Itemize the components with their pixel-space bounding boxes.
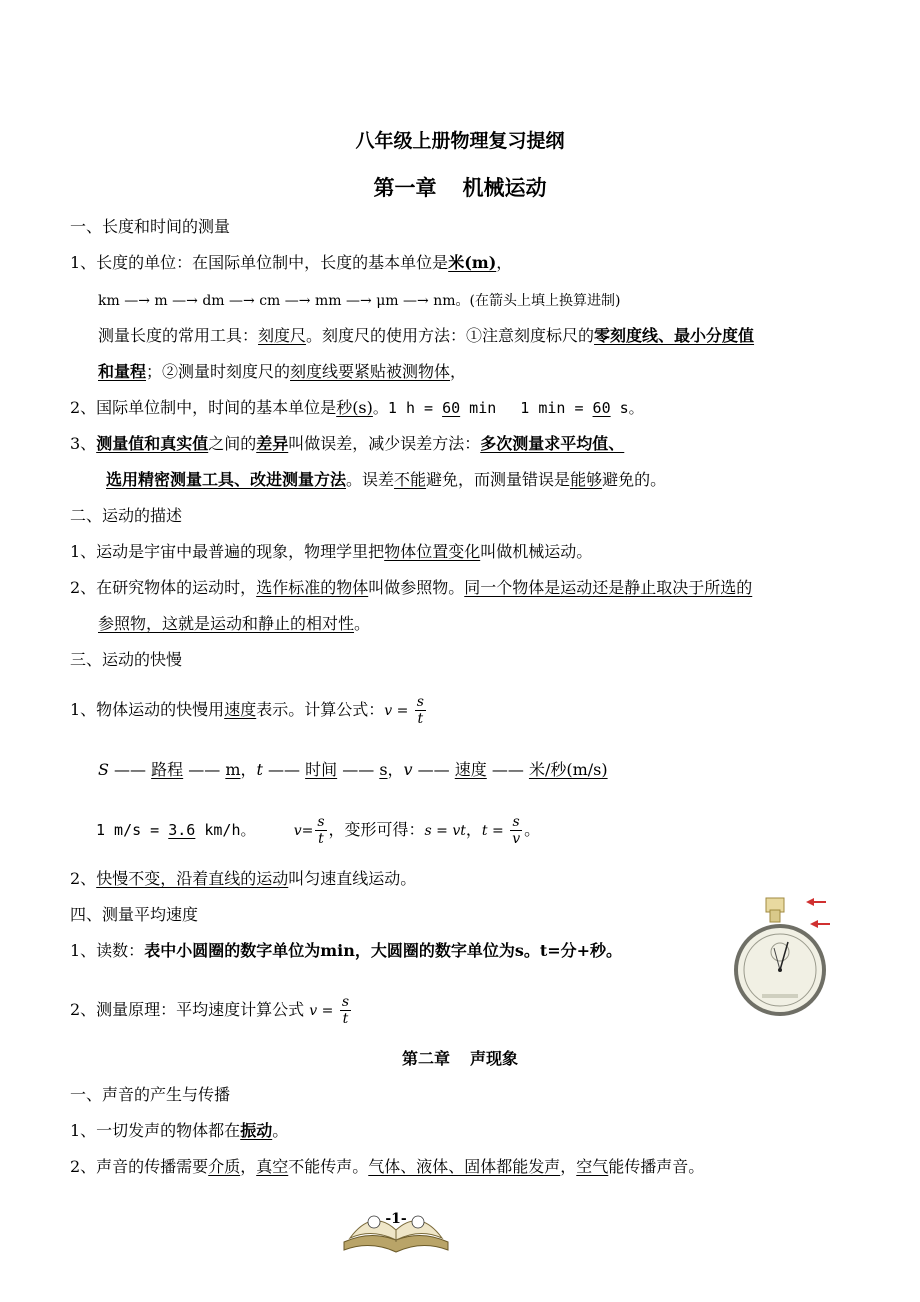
stopwatch-reading-line: 1、读数：表中小圆圈的数字单位为min，大圆圈的数字单位为s。t=分+秒。 <box>70 941 623 960</box>
document-title: 八年级上册物理复习提纲 <box>355 130 565 152</box>
sound-medium-line: 2、声音的传播需要介质，真空不能传声。气体、液体、固体都能发声，空气能传播声音。 <box>70 1157 705 1176</box>
section-1-heading: 一、长度和时间的测量 <box>70 217 231 236</box>
section-2-heading: 二、运动的描述 <box>70 506 183 525</box>
motion-def-line: 1、运动是宇宙中最普遍的现象，物理学里把物体位置变化叫做机械运动。 <box>70 542 593 561</box>
reference-line-2: 参照物，这就是运动和静止的相对性。 <box>98 614 371 633</box>
sound-vibration-line: 1、一切发声的物体都在振动。 <box>70 1121 289 1140</box>
unit-conversion-chain: km —→ m —→ dm —→ cm —→ mm —→ μm —→ nm。(在箭头上填上换算进制) <box>98 293 621 309</box>
page-number: -1- <box>385 1211 407 1227</box>
average-speed-principle-line: 2、测量原理：平均速度计算公式 v = $\frac{s}{t}$ <box>70 994 350 1027</box>
uniform-motion-line: 2、快慢不变，沿着直线的运动叫匀速直线运动。 <box>70 869 417 888</box>
error-line-1: 3、测量值和真实值之间的差异叫做误差，减少误差方法：多次测量求平均值、 <box>70 434 625 453</box>
time-unit-line: 2、国际单位制中，时间的基本单位是秒(s)。1 h = 60 min 1 min = 60 s。 <box>70 398 644 417</box>
chapter-1-title: 第一章 机械运动 <box>373 176 547 200</box>
error-line-2: 选用精密测量工具、改进测量方法。误差不能避免，而测量错误是能够避免的。 <box>106 470 667 489</box>
speed-formula-line: 1、物体运动的快慢用速度表示。计算公式：v = $\frac{s}{t}$ <box>70 694 424 727</box>
ruler-usage-line-1: 测量长度的常用工具：刻度尺。刻度尺的使用方法：①注意刻度标尺的零刻度线、最小分度值 <box>98 326 755 345</box>
conversion-deform-line: 1 m/s = 3.6 km/h。 v= $\frac{s}{t}$ ，变形可得：s = vt，t = $\frac{s}{v}$ 。 <box>96 814 541 847</box>
symbol-meaning-line: S —— 路程 —— m，t —— 时间 —— s，v —— 速度 —— 米/秒(m/s) <box>98 760 608 779</box>
stopwatch-image <box>726 890 842 1026</box>
speed-fraction: $\frac{s}{t}$ <box>416 694 424 727</box>
ruler-usage-line-2: 和量程；②测量时刻度尺的刻度线要紧贴被测物体， <box>98 362 467 381</box>
section-4-heading: 四、测量平均速度 <box>70 905 199 924</box>
page-footer-book-icon <box>340 1200 452 1260</box>
section-3-heading: 三、运动的快慢 <box>70 650 183 669</box>
reference-line-1: 2、在研究物体的运动时，选作标准的物体叫做参照物。同一个物体是运动还是静止取决于所选的 <box>70 578 753 597</box>
ch2-section-1-heading: 一、声音的产生与传播 <box>70 1085 231 1104</box>
chapter-2-title: 第二章 声现象 <box>401 1049 519 1068</box>
length-unit-line: 1、长度的单位：在国际单位制中，长度的基本单位是米(m)， <box>70 253 513 272</box>
